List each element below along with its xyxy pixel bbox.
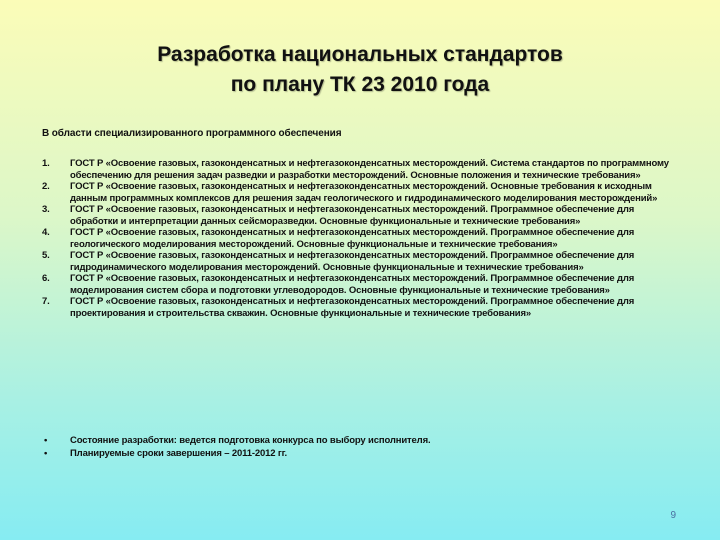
list-item-text: ГОСТ Р «Освоение газовых, газоконденсатных и нефтегазоконденсатных месторождений. Программное обеспечение для моделирования систем сбора и подготовки углеводородов. Основные функциональные и технические требования» [70,273,635,296]
list-item-text: ГОСТ Р «Освоение газовых, газоконденсатных и нефтегазоконденсатных месторождений. Программное обеспечение для обработки и интерпретации данных сейсморазведки. Основные функциональные и технические требования» [70,204,635,227]
page-number: 9 [670,510,676,521]
list-number: 3. [42,204,50,215]
list-item [42,158,682,181]
title-line-1: Разработка национальных стандартов [157,43,563,66]
slide-title [0,40,720,100]
bullet-item [42,448,682,461]
list-item-text: ГОСТ Р «Освоение газовых, газоконденсатных и нефтегазоконденсатных месторождений. Система стандартов по программному обеспечению для решения задач разведки и разработки месторождений. Основные положения и технические требования» [70,158,669,181]
list-number: 6. [42,273,50,284]
standards-list [42,158,682,319]
bullet-item [42,435,682,448]
list-item [42,204,682,227]
list-item-text: ГОСТ Р «Освоение газовых, газоконденсатных и нефтегазоконденсатных месторождений. Основные требования к исходным данным программных комплексов для решения задач геологического и гидродинамического моделирования месторождений» [70,181,658,204]
list-number: 2. [42,181,50,192]
status-list [42,435,682,460]
list-number: 7. [42,296,50,307]
title-line-2: по плану ТК 23 2010 года [230,73,490,96]
section-heading: В области специализированного программного обеспечения [42,128,342,139]
list-number: 1. [42,158,50,169]
list-number: 5. [42,250,50,261]
list-item [42,273,682,296]
bullet-marker: • [44,447,48,459]
list-item-text: ГОСТ Р «Освоение газовых, газоконденсатных и нефтегазоконденсатных месторождений. Программное обеспечение для проектирования и строительства скважин. Основные функциональные и технические требования» [70,296,635,319]
list-item [42,250,682,273]
bullet-text: Планируемые сроки завершения – 2011-2012 гг. [70,447,288,459]
list-item-text: ГОСТ Р «Освоение газовых, газоконденсатных и нефтегазоконденсатных месторождений. Программное обеспечение для геологического моделирования месторождений. Основные функциональные и технические требования» [70,227,635,250]
list-number: 4. [42,227,50,238]
list-item-text: ГОСТ Р «Освоение газовых, газоконденсатных и нефтегазоконденсатных месторождений. Программное обеспечение для гидродинамического моделирования месторождений. Основные функциональные и технические требования» [70,250,635,273]
list-item [42,181,682,204]
bullet-text: Состояние разработки: ведется подготовка конкурса по выбору исполнителя. [70,435,431,446]
list-item [42,296,682,319]
bullet-marker: • [44,435,48,446]
list-item [42,227,682,250]
